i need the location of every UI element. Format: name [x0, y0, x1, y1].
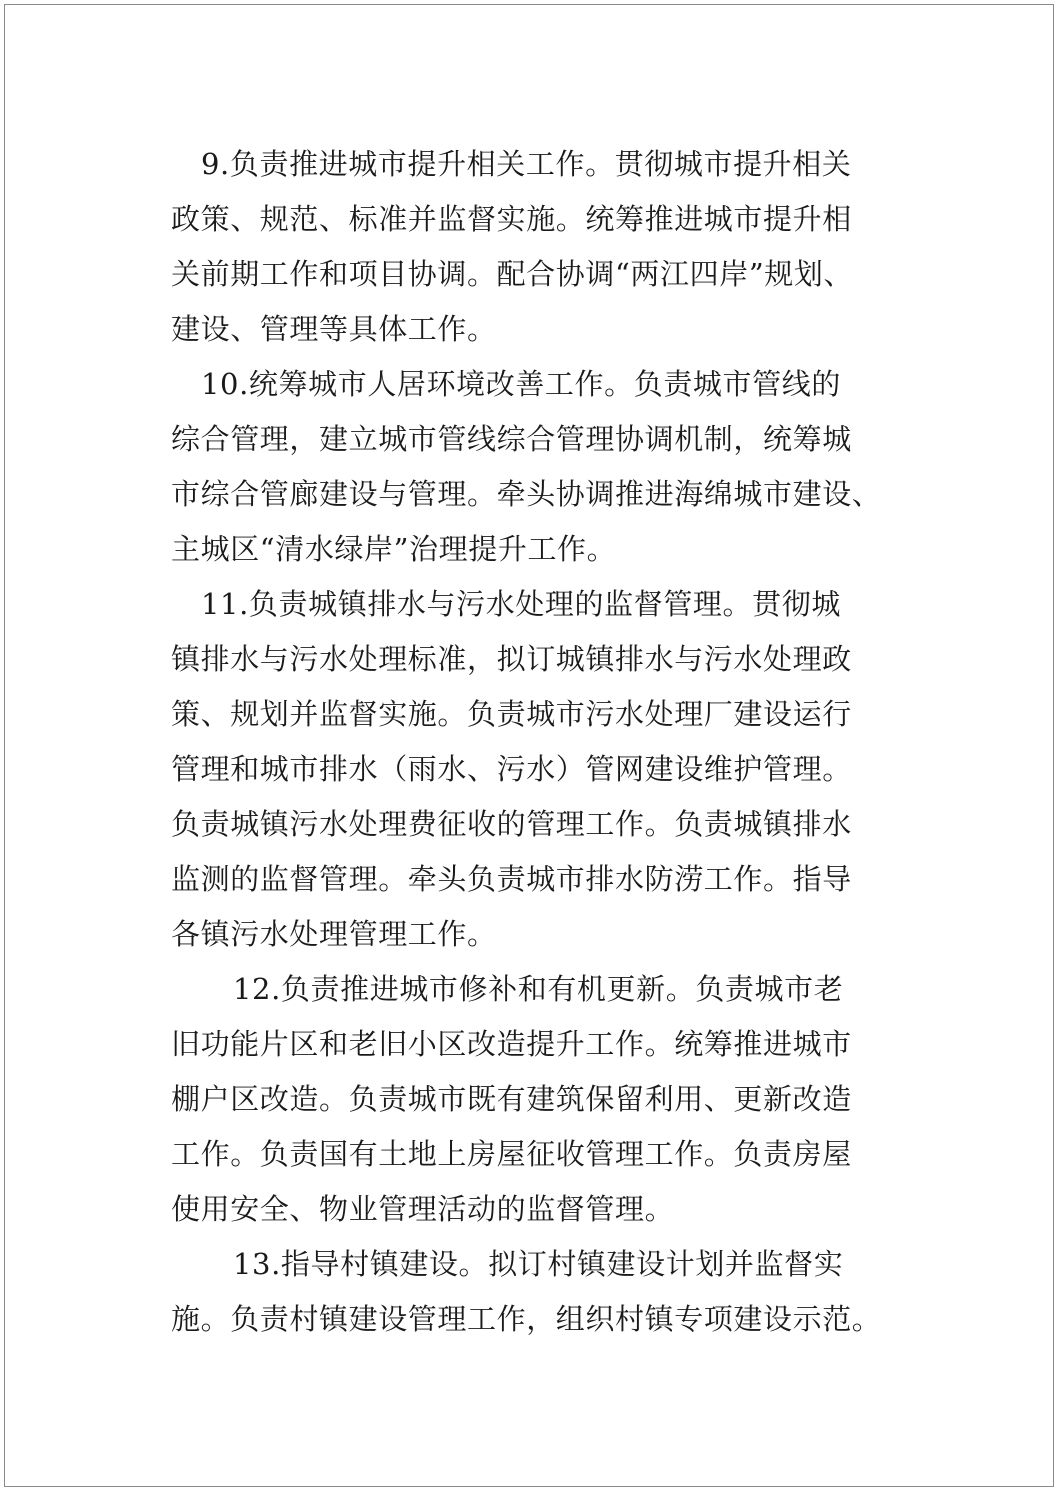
text-line: 13.指导村镇建设。拟订村镇建设计划并监督实 [233, 1247, 844, 1281]
text-line: 主城区“清水绿岸”治理提升工作。 [171, 532, 617, 566]
text-line: 11.负责城镇排水与污水处理的监督管理。贯彻城 [201, 587, 841, 621]
document-page [4, 4, 1054, 1487]
text-line: 政策、规范、标准并监督实施。统筹推进城市提升相 [171, 202, 852, 236]
text-line: 棚户区改造。负责城市既有建筑保留利用、更新改造 [171, 1082, 852, 1116]
paragraph-item-11 [171, 577, 931, 962]
text-line: 10.统筹城市人居环境改善工作。负责城市管线的 [201, 367, 841, 401]
text-line: 市综合管廊建设与管理。牵头协调推进海绵城市建设、 [171, 477, 882, 511]
text-line: 旧功能片区和老旧小区改造提升工作。统筹推进城市 [171, 1027, 852, 1061]
text-line: 镇排水与污水处理标准，拟订城镇排水与污水处理政 [171, 642, 852, 676]
text-line: 工作。负责国有土地上房屋征收管理工作。负责房屋 [171, 1137, 852, 1171]
text-line: 负责城镇污水处理费征收的管理工作。负责城镇排水 [171, 807, 852, 841]
paragraph-item-13 [171, 1237, 931, 1347]
document-body [171, 137, 931, 1347]
text-line: 监测的监督管理。牵头负责城市排水防涝工作。指导 [171, 862, 852, 896]
paragraph-item-10 [171, 357, 931, 577]
text-line: 使用安全、物业管理活动的监督管理。 [171, 1192, 675, 1226]
paragraph-item-9 [171, 137, 931, 357]
text-line: 建设、管理等具体工作。 [171, 312, 497, 346]
text-line: 各镇污水处理管理工作。 [171, 917, 497, 951]
text-line: 9.负责推进城市提升相关工作。贯彻城市提升相关 [201, 147, 852, 181]
text-line: 综合管理，建立城市管线综合管理协调机制，统筹城 [171, 422, 852, 456]
text-line: 管理和城市排水（雨水、污水）管网建设维护管理。 [171, 752, 852, 786]
text-line: 施。负责村镇建设管理工作，组织村镇专项建设示范。 [171, 1302, 882, 1336]
text-line: 策、规划并监督实施。负责城市污水处理厂建设运行 [171, 697, 852, 731]
paragraph-item-12 [171, 962, 931, 1237]
text-line: 12.负责推进城市修补和有机更新。负责城市老 [233, 972, 844, 1006]
text-line: 关前期工作和项目协调。配合协调“两江四岸”规划、 [171, 257, 854, 291]
